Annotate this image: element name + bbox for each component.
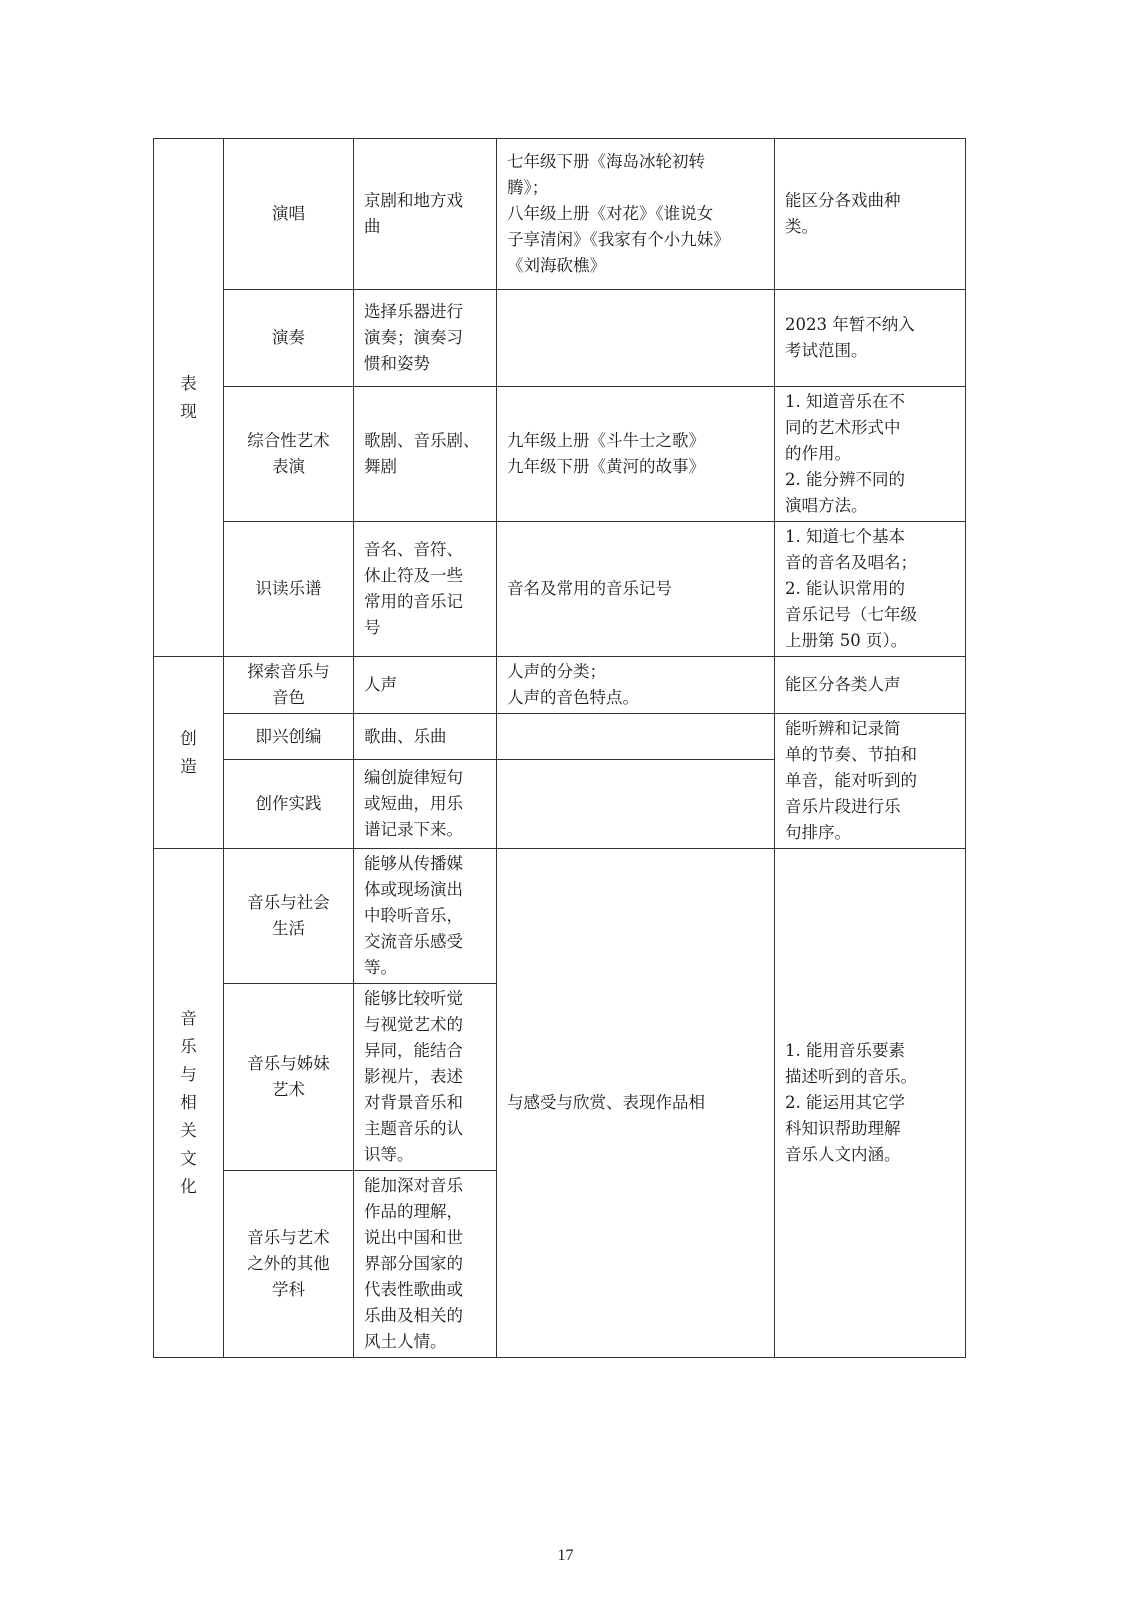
curriculum-table xyxy=(153,138,966,1358)
table-row xyxy=(154,139,966,290)
category-label: 表 现 xyxy=(180,373,197,421)
requirement-cell: 1. 能用音乐要素 描述听到的音乐。 2. 能运用其它学 科知识帮助理解 音乐人文内涵。 xyxy=(775,849,966,1358)
content-cell: 音乐与社会 生活 xyxy=(224,849,354,984)
content-cell: 探索音乐与 音色 xyxy=(224,657,354,714)
category-cell-chuangzao xyxy=(154,657,224,849)
requirement-cell: 能区分各戏曲种 类。 xyxy=(775,139,966,290)
materials-cell: 九年级上册《斗牛士之歌》 九年级下册《黄河的故事》 xyxy=(497,387,775,522)
subject-cell: 人声 xyxy=(354,657,497,714)
content-cell: 综合性艺术 表演 xyxy=(224,387,354,522)
content-cell: 演唱 xyxy=(224,139,354,290)
category-cell-culture xyxy=(154,849,224,1358)
category-label: 创 造 xyxy=(180,728,197,776)
subject-cell: 歌曲、乐曲 xyxy=(354,714,497,760)
subject-cell: 能够从传播媒 体或现场演出 中聆听音乐， 交流音乐感受 等。 xyxy=(354,849,497,984)
subject-cell: 选择乐器进行 演奏；演奏习 惯和姿势 xyxy=(354,290,497,387)
content-cell: 演奏 xyxy=(224,290,354,387)
subject-cell: 编创旋律短句 或短曲，用乐 谱记录下来。 xyxy=(354,760,497,849)
requirement-cell: 能区分各类人声 xyxy=(775,657,966,714)
table-row xyxy=(154,849,966,984)
category-label: 音 乐 与 相 关 文 化 xyxy=(180,1009,197,1196)
content-cell: 即兴创编 xyxy=(224,714,354,760)
subject-cell: 歌剧、音乐剧、 舞剧 xyxy=(354,387,497,522)
table-row xyxy=(154,522,966,657)
content-cell: 音乐与姊妹 艺术 xyxy=(224,984,354,1171)
materials-cell xyxy=(497,290,775,387)
requirement-cell: 2023 年暂不纳入 考试范围。 xyxy=(775,290,966,387)
materials-cell xyxy=(497,714,775,760)
materials-cell: 七年级下册《海岛冰轮初转 腾》； 八年级上册《对花》《谁说女 子享清闲》《我家有个小九妹》 《刘海砍樵》 xyxy=(497,139,775,290)
category-cell-biaoxian xyxy=(154,139,224,657)
table-row xyxy=(154,387,966,522)
content-cell: 音乐与艺术 之外的其他 学科 xyxy=(224,1171,354,1358)
requirement-cell: 1. 知道音乐在不 同的艺术形式中 的作用。 2. 能分辨不同的 演唱方法。 xyxy=(775,387,966,522)
requirement-cell: 能听辨和记录简 单的节奏、节拍和 单音，能对听到的 音乐片段进行乐 句排序。 xyxy=(775,714,966,849)
table-row xyxy=(154,290,966,387)
requirement-cell: 1. 知道七个基本 音的音名及唱名； 2. 能认识常用的 音乐记号（七年级 上册第 50 页）。 xyxy=(775,522,966,657)
materials-cell xyxy=(497,760,775,849)
subject-cell: 音名、音符、 休止符及一些 常用的音乐记 号 xyxy=(354,522,497,657)
subject-cell: 京剧和地方戏 曲 xyxy=(354,139,497,290)
content-cell: 创作实践 xyxy=(224,760,354,849)
materials-cell: 与感受与欣赏、表现作品相 xyxy=(497,849,775,1358)
table-row xyxy=(154,657,966,714)
subject-cell: 能够比较听觉 与视觉艺术的 异同，能结合 影视片，表述 对背景音乐和 主题音乐的认 识等。 xyxy=(354,984,497,1171)
table-row xyxy=(154,714,966,760)
subject-cell: 能加深对音乐 作品的理解， 说出中国和世 界部分国家的 代表性歌曲或 乐曲及相关的 风土人情。 xyxy=(354,1171,497,1358)
content-cell: 识读乐谱 xyxy=(224,522,354,657)
page-number: 17 xyxy=(557,1547,574,1564)
materials-cell: 人声的分类； 人声的音色特点。 xyxy=(497,657,775,714)
materials-cell: 音名及常用的音乐记号 xyxy=(497,522,775,657)
